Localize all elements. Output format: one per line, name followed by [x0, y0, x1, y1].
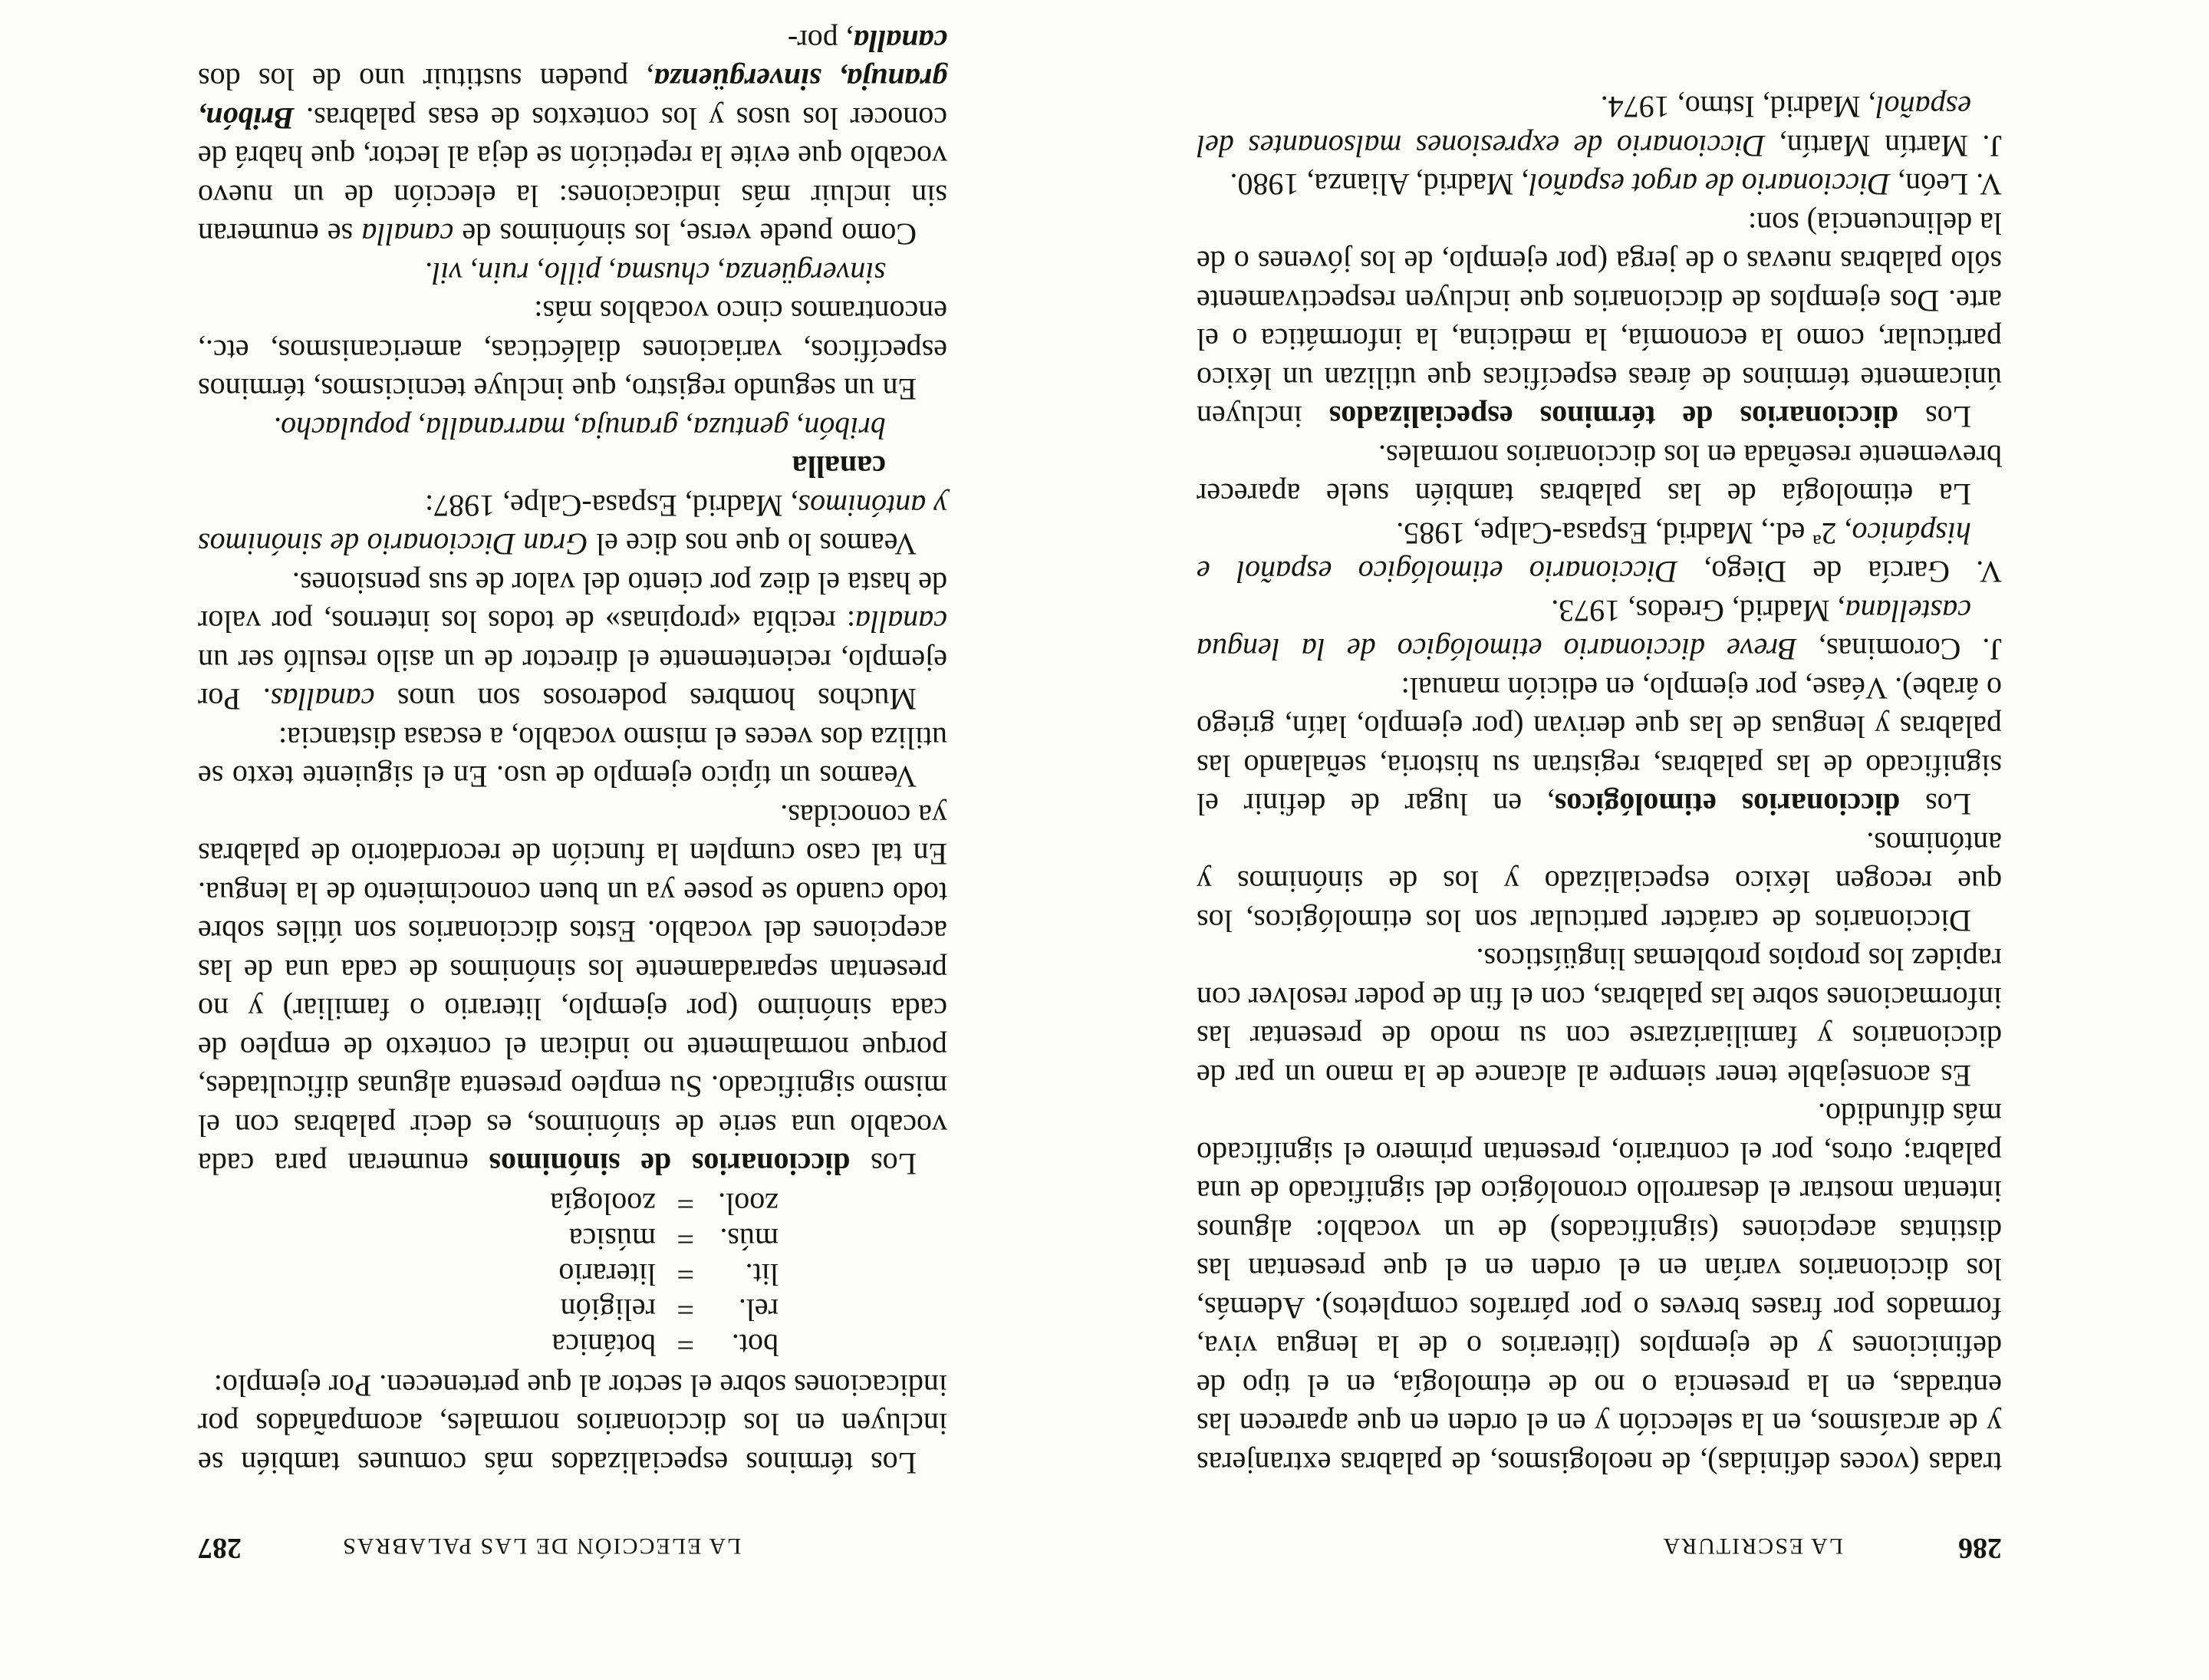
abbreviation-row: mús. = música	[568, 1222, 779, 1257]
reference: V. García de Diego, Diccionario etimológico español e hispánico, 2ª ed., Madrid, Espasa-Calpe, 1985.	[1197, 516, 2002, 590]
abbreviation-row: rel. = religión	[560, 1293, 779, 1328]
abbreviation-row: bot. = botánica	[551, 1328, 779, 1363]
paragraph: Como puede verse, los sinónimos de canalla se enumeran sin incluir más indicaciones: la elección de un nuevo vocablo que evite la repetición se deja al lector, que habrá de conocer los usos y los contextos de esas palabras. Bribón, granuja, sinvergüenza, pueden sustituir uno de los dos canalla, por-	[197, 24, 947, 252]
synonym-list: bribón, gentuza, granuja, marranalla, populacho.	[273, 411, 886, 446]
entry-headword: canalla	[792, 450, 886, 485]
running-header	[198, 1531, 947, 1565]
bold-term: diccionarios de sinónimos	[489, 1147, 851, 1182]
book-title: Diccionario de argot español	[1529, 167, 1891, 203]
paragraph: Los diccionarios de términos especializados incluyen únicamente términos de áreas específicas que utilizan un léxico particular, como la economía, la medicina, la informática o el arte. Dos ejemplos de diccionarios que incluyen respectivamente sólo palabras nuevas o de jerga (por ejemplo, de los jóvenes o de la delincuencia) son:	[1196, 206, 2002, 435]
page-286	[1104, 0, 2209, 1680]
abbreviation-row: zool. = zoología	[550, 1187, 779, 1222]
book-title: Breve diccionario etimológico de la lengua castellana	[1197, 594, 1971, 667]
reference: V. León, Diccionario de argot español, Madrid, Alianza, 1980.	[1230, 167, 2002, 203]
book-title: Diccionario etimológico español e hispánico	[1197, 516, 1971, 590]
reference: J. Martín Martín, Diccionario de expresiones malsonantes del español, Madrid, Istmo, 1974.	[1196, 90, 2002, 163]
page-number: 286	[1958, 1532, 2002, 1564]
running-head-title: LA ESCRITURA	[1661, 1533, 1843, 1559]
paragraph: Veamos un típico ejemplo de uso. En el siguiente texto se utiliza dos veces el mismo vocablo, a escasa distancia:	[198, 721, 947, 795]
paragraph: tradas (voces definidas), de neologismos, de palabras extranjeras y de arcaísmos, en la selección y en el orden en que aparecen las entradas, en la presencia o no de etimología, en el tipo de definiciones y de ejemplos (literarios o de la lengua viva, formados por frases breves o por párrafos completos). Además, los diccionarios varían en el orden en el que presentan las distintas acepciones (significados) de un vocablo: algunos intentan mostrar el desarrollo cronológico del significado de una palabra; otros, por el contrario, presentan primero el significado más difundido.	[1197, 1097, 2002, 1481]
paragraph: Es aconsejable tener siempre al alcance de la mano un par de diccionarios y familiarizarse con su modo de presentar las informaciones sobre las palabras, con el fin de poder resolver con rapidez los propios problemas lingüísticos.	[1197, 942, 2002, 1093]
paragraph: Los términos especializados más comunes también se incluyen en los diccionarios normales, acompañados por indicaciones sobre el sector al que pertenecen. Por ejemplo:	[198, 1369, 947, 1481]
book-title: Diccionario de expresiones malsonantes del español	[1196, 90, 1971, 163]
paragraph: Los diccionarios etimológicos, en lugar de definir el significado de las palabras, registran su historia, señalando las palabras y lenguas de las que derivan (por ejemplo, latín, griego o árabe). Véase, por ejemplo, en edición manual:	[1196, 671, 2002, 822]
paragraph: La etimología de las palabras también suele aparecer brevemente reseñada en los diccionarios normales.	[1197, 439, 2002, 512]
abbreviation-row: lit. = literario	[558, 1257, 779, 1293]
running-head-title: LA ELECCIÓN DE LAS PALABRAS	[341, 1533, 742, 1559]
reference: J. Corominas, Breve diccionario etimológico de la lengua castellana, Madrid, Gredos, 1973.	[1197, 594, 2002, 667]
abbreviation-list	[198, 1187, 779, 1363]
bold-term: diccionarios etimológicos	[1554, 787, 1901, 822]
synonym-list: sinvergüenza, chusma, pillo, ruin, vil.	[424, 256, 886, 291]
running-header	[1197, 1531, 2002, 1565]
paragraph: Diccionarios de carácter particular son los etimológicos, los que recogen léxico especializado y los de sinónimos y antónimos.	[1197, 826, 2002, 938]
book-title: Gran Diccionario de sinónimos y antónimos	[198, 489, 947, 562]
paragraph: En un segundo registro, que incluye tecnicismos, términos específicos, variaciones dialécticas, americanismos, etc., encontramos cinco vocablos más:	[198, 295, 947, 407]
paragraph: Los diccionarios de sinónimos enumeran para cada vocablo una serie de sinónimos, es decir palabras con el mismo significado. Su empleo presenta algunas dificultades, porque normalmente no indican el contexto de empleo de cada sinónimo (por ejemplo, literario o familiar) y no presentan separadamente los sinónimos de cada una de las acepciones del vocablo. Estos diccionarios son útiles sobre todo cuando se posee ya un buen conocimiento de la lengua. En tal caso cumplen la función de recordatorio de palabras ya conocidas.	[198, 799, 947, 1182]
page-287	[0, 0, 1104, 1680]
paragraph: Veamos lo que nos dice el Gran Diccionario de sinónimos y antónimos, Madrid, Espasa-Calpe, 1987:	[198, 489, 947, 562]
example-quote: Muchos hombres poderosos son unos canallas. Por ejemplo, recientemente el director de un asilo resultó ser un canalla: recibía «propinas» de todos los internos, por valor de hasta el diez por ciento del valor de sus pensiones.	[198, 566, 947, 717]
page-number: 287	[198, 1532, 242, 1564]
bold-term: diccionarios de términos especializados	[1328, 400, 1899, 435]
